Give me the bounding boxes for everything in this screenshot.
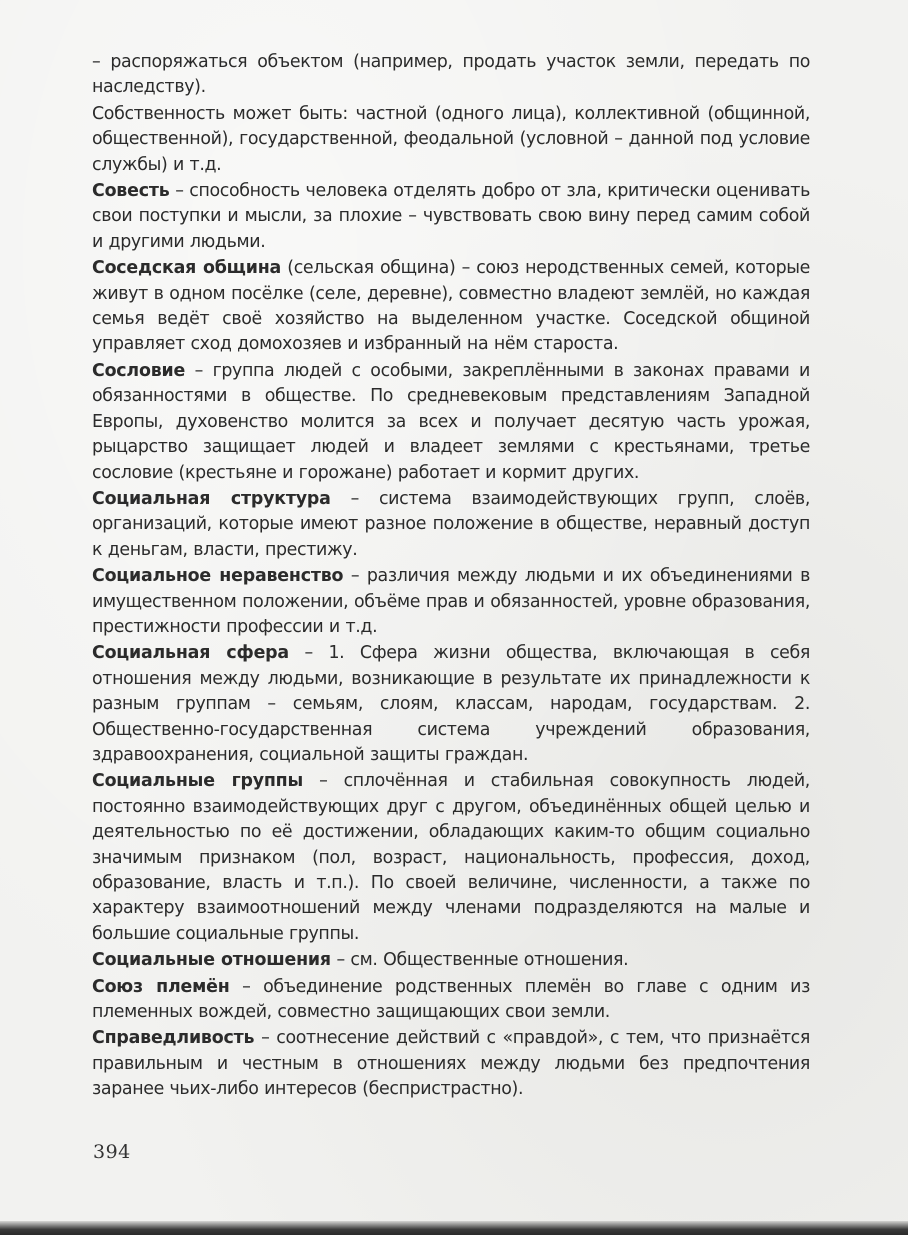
entry-term: Социальные отношения — [92, 950, 331, 971]
entry-text: – распоряжаться объектом (например, продать участок земли, передать по наследству). — [92, 52, 810, 98]
entry-text: – соотнесение действий с «правдой», с тем, что признаётся правильным и честным в отношениях между людьми без предпочтения заранее чьих-либо интересов (беспристрастно). — [92, 1028, 810, 1100]
glossary-entry-spravedlivost — [92, 1026, 810, 1102]
entry-term: Союз племён — [92, 976, 230, 997]
entry-term: Социальное неравенство — [92, 566, 344, 587]
glossary-entry-ownership-types — [92, 102, 810, 178]
entry-text: – см. Общественные отношения. — [330, 950, 629, 971]
glossary-entry-sovest — [92, 179, 810, 255]
entry-term: Социальные группы — [92, 771, 304, 792]
entry-text: – система взаимодействующих групп, слоёв, организаций, которые имеют разное положение в обществе, неравный доступ к деньгам, власти, престижу. — [92, 488, 810, 560]
entry-term: Сословие — [92, 360, 186, 381]
entry-text: – различия между людьми и их объединениями в имущественном положении, объёме прав и обязанностей, уровне образования, престижности профессии и т.д. — [92, 566, 811, 637]
entry-term: Социальная сфера — [92, 643, 289, 664]
entry-text: (сельская община) – союз неродственных семей, которые живут в одном посёлке (селе, деревне), совместно владеют землёй, но каждая семья ведёт своё хозяйство на выделенном участке. Соседской общиной управляет сход домохозяев и избранный на нём староста. — [92, 258, 810, 355]
entry-text: – 1. Сфера жизни общества, включающая в себя отношения между людьми, возникающие в результате их принадлежности к разным группам – семьям, слоям, классам, народам, государствам. 2. Общественно-государственная система учреждений образования, здравоохранения, социальной защиты граждан. — [92, 643, 811, 765]
entry-term: Справедливость — [92, 1028, 255, 1049]
page-number: 394 — [93, 1141, 131, 1163]
entry-text: – способность человека отделять добро от зла, критически оценивать свои поступки и мысли, за плохие – чувствовать свою вину перед самим собой и другими людьми. — [92, 181, 810, 252]
glossary-entry-sosedskaya-obshchina — [92, 256, 810, 358]
glossary-entry-socialnoe-neravenstvo — [92, 564, 810, 640]
entry-term: Социальная структура — [92, 488, 331, 509]
scan-bottom-edge — [0, 1221, 908, 1235]
entry-text: – группа людей с особыми, закреплёнными в законах правами и обязанностями в обществе. По средневековым представлениям Западной Европы, духовенство молится за всех и получает десятую часть урожая, рыцарство защищает людей и владеет землями с крестьянами, третье сословие (крестьяне и горожане) работает и кормит других. — [92, 360, 810, 483]
entry-text: – сплочённая и стабильная совокупность людей, постоянно взаимодействующих друг с другом, объединённых общей целью и деятельностью по её достижении, обладающих каким-то общим социально значимым признаком (пол, возраст, национальность, профессия, доход, образование, власть и т.п.). По своей величине, численности, а также по характеру взаимоотношений между членами подразделяются на малые и большие социальные группы. — [92, 771, 810, 944]
glossary-entry-soyuz-plemen — [92, 975, 810, 1026]
glossary-entry-socialnaya-sfera — [92, 641, 810, 768]
glossary-entry-socialnaya-struktura — [92, 487, 810, 563]
glossary-entry-continuation — [92, 50, 810, 101]
glossary-entry-soslovie — [92, 359, 810, 486]
glossary-text — [92, 50, 810, 1104]
entry-text: Собственность может быть: частной (одного лица), коллективной (общинной, общественной), государственной, феодальной (условной – данной под условие службы) и т.д. — [92, 103, 810, 175]
entry-term: Соседская община — [92, 258, 282, 279]
entry-text: – объединение родственных племён во главе с одним из племенных вождей, совместно защищающих свои земли. — [92, 976, 810, 1023]
glossary-entry-socialnye-gruppy — [92, 769, 810, 947]
glossary-entry-socialnye-otnosheniya — [92, 948, 810, 973]
entry-term: Совесть — [92, 181, 170, 202]
